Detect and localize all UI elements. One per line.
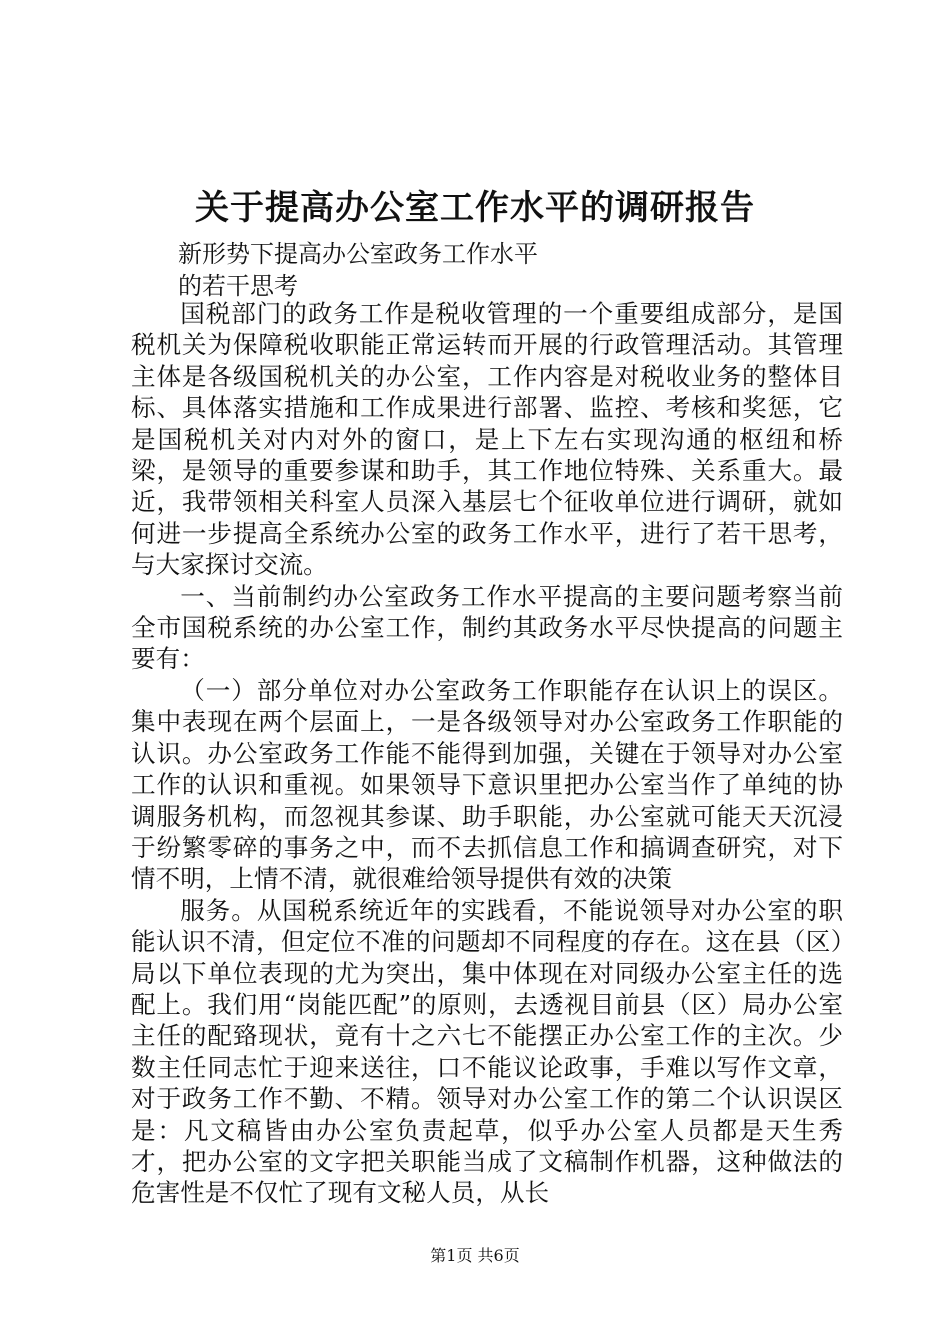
paragraph-intro: 国税部门的政务工作是税收管理的一个重要组成部分，是国税机关为保障税收职能正常运转而开展的行政管理活动。其管理主体是各级国税机关的办公室，工作内容是对税收业务的整体目标、具体落实措施和工作成果进行部署、监控、考核和奖惩，它是国税机关对内对外的窗口，是上下左右实现沟通的枢纽和桥梁，是领导的重要参谋和助手，其工作地位特殊、关系重大。最近，我带领相关科室人员深入基层七个征收单位进行调研，就如何进一步提高全系统办公室的政务工作水平，进行了若干思考，与大家探讨交流。 [131, 299, 843, 580]
paragraph-subsection-1: （一）部分单位对办公室政务工作职能存在认识上的误区。集中表现在两个层面上，一是各级领导对办公室政务工作职能的认识。办公室政务工作能不能得到加强，关键在于领导对办公室工作的认识和重视。如果领导下意识里把办公室当作了单纯的协调服务机构，而忽视其参谋、助手职能，办公室就可能天天沉浸于纷繁零碎的事务之中，而不去抓信息工作和搞调查研究，对下情不明，上情不清，就很难给领导提供有效的决策 [131, 675, 843, 894]
subtitle-line-1: 新形势下提高办公室政务工作水平 [178, 240, 538, 268]
page-footer: 第1页 共6页 [430, 1246, 520, 1265]
subtitle-line-2: 的若干思考 [178, 272, 298, 300]
document-title: 关于提高办公室工作水平的调研报告 [195, 188, 755, 228]
paragraph-continuation: 服务。从国税系统近年的实践看，不能说领导对办公室的职能认识不清，但定位不准的问题却不同程度的存在。这在县（区）局以下单位表现的尤为突出，集中体现在对同级办公室主任的选配上。我们用“岗能匹配”的原则，去透视目前县（区）局办公室主任的配臵现状，竟有十之六七不能摆正办公室工作的主次。少数主任同志忙于迎来送往，口不能议论政事，手难以写作文章，对于政务工作不勤、不精。领导对办公室工作的第二个认识误区是：凡文稿皆由办公室负责起草，似乎办公室人员都是天生秀才，把办公室的文字把关职能当成了文稿制作机器，这种做法的危害性是不仅忙了现有文秘人员，从长 [131, 895, 843, 1208]
document-body [131, 298, 843, 1209]
paragraph-section-1: 一、当前制约办公室政务工作水平提高的主要问题考察当前全市国税系统的办公室工作，制约其政务水平尽快提高的问题主要有： [131, 581, 843, 674]
